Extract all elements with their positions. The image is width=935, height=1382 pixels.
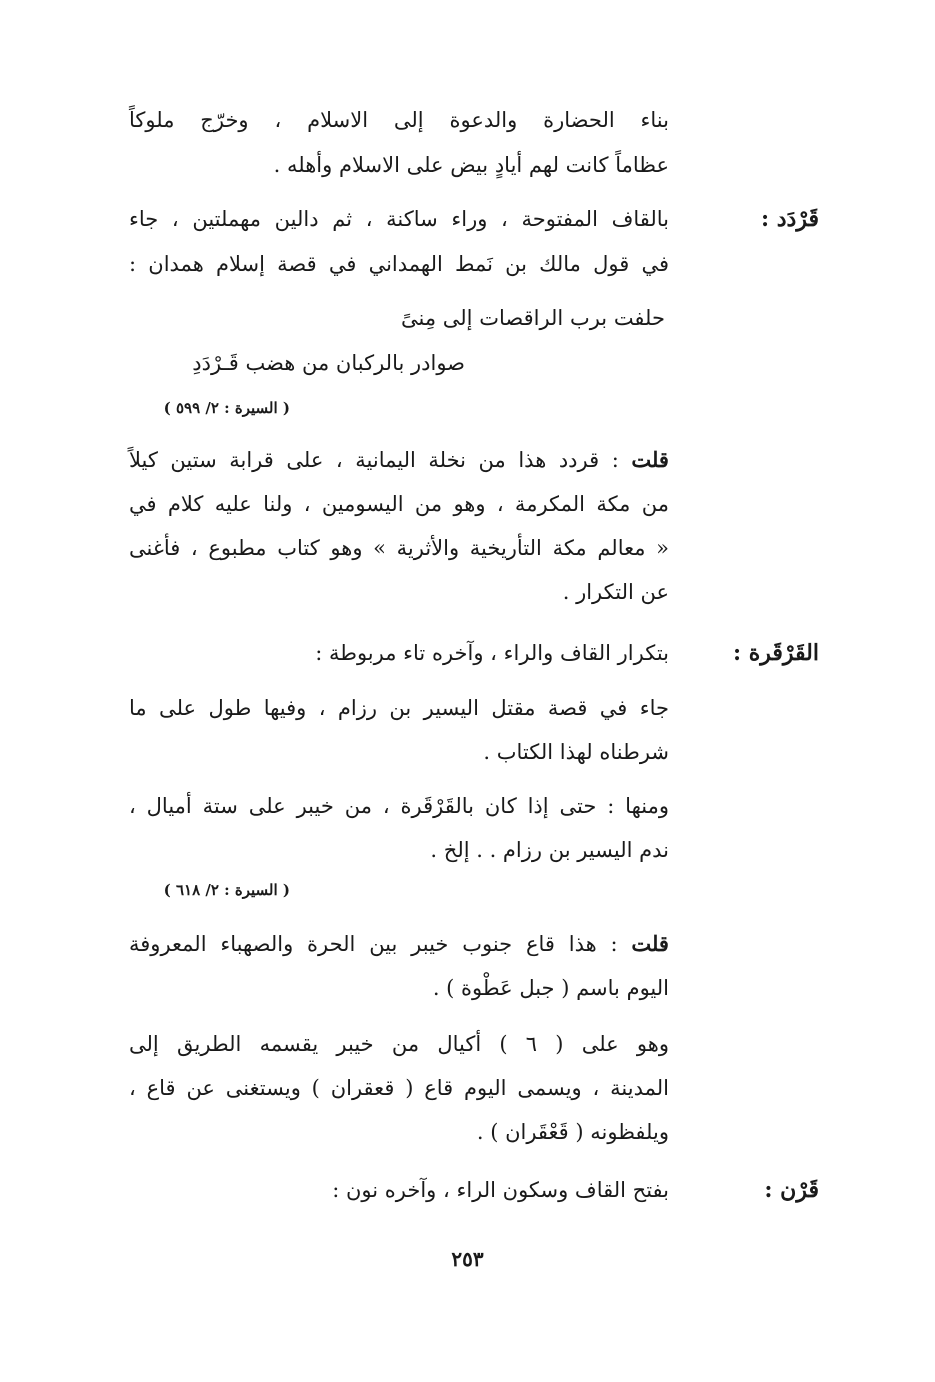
note-text: : قردد هذا من نخلة اليمانية ، على قرابة ستين كيلاً bbox=[129, 448, 619, 472]
text-line: في قول مالك بن نَمط الهمداني في قصة إسلام همدان : bbox=[129, 252, 669, 276]
text-line: بتكرار القاف والراء ، وآخره تاء مربوطة : bbox=[315, 641, 669, 665]
text-line: شرطناه لهذا الكتاب . bbox=[483, 740, 669, 764]
note-label: قلت bbox=[631, 447, 669, 472]
text-line: من مكة المكرمة ، وهو من اليسومين ، ولنا عليه كلام في bbox=[129, 492, 669, 516]
source-citation: ( السيرة : ٢/ ٥٩٩ ) bbox=[163, 399, 290, 417]
text-line: بفتح القاف وسكون الراء ، وآخره نون : bbox=[332, 1178, 669, 1202]
note-line bbox=[129, 924, 669, 964]
entry-heading-qardad: قَرْدَد : bbox=[760, 206, 819, 232]
text-line: عظاماً كانت لهم أيادٍ بيض على الاسلام وأهله . bbox=[273, 153, 669, 177]
text-line: « معالم مكة التأريخية والأثرية » وهو كتاب مطبوع ، فأغنى bbox=[129, 536, 669, 560]
text-line: ومنها : حتى إذا كان بالقَرْقَرة ، من خيبر على ستة أميال ، bbox=[129, 794, 669, 818]
verse-line: حلفت برب الراقصات إلى مِنىً bbox=[401, 306, 665, 330]
text-line: المدينة ، ويسمى اليوم قاع ( قعقران ) ويستغنى عن قاع ، bbox=[129, 1076, 669, 1100]
entry-heading-qarn: قَرْن : bbox=[764, 1177, 819, 1203]
note-line bbox=[129, 440, 669, 480]
text-line: ندم اليسير بن رزام . . إلخ . bbox=[430, 838, 669, 862]
entry-heading-qarqara: القَرْقَرة : bbox=[732, 640, 819, 666]
page-number: ٢٥٣ bbox=[451, 1247, 484, 1271]
text-line: ويلفظونه ( قَعْقَران ) . bbox=[476, 1120, 669, 1144]
note-text: : هذا قاع جنوب خيبر بين الحرة والصهباء المعروفة bbox=[129, 932, 618, 956]
text-line: وهو على ( ٦ ) أكيال من خيبر يقسمه الطريق إلى bbox=[129, 1032, 669, 1056]
text-line: بناء الحضارة والدعوة إلى الاسلام ، وخرّج ملوكاً bbox=[129, 108, 669, 132]
text-line: اليوم باسم ( جبل عَطْوة ) . bbox=[432, 976, 669, 1000]
text-line: عن التكرار . bbox=[562, 580, 669, 604]
text-line: بالقاف المفتوحة ، وراء ساكنة ، ثم دالين مهملتين ، جاء bbox=[129, 207, 669, 231]
note-label: قلت bbox=[631, 931, 669, 956]
text-line: جاء في قصة مقتل اليسير بن رزام ، وفيها طول على ما bbox=[129, 696, 669, 720]
verse-line: صوادر بالركبان من هضب قَـرْدَدِ bbox=[192, 351, 465, 375]
source-citation: ( السيرة : ٢/ ٦١٨ ) bbox=[163, 881, 290, 899]
